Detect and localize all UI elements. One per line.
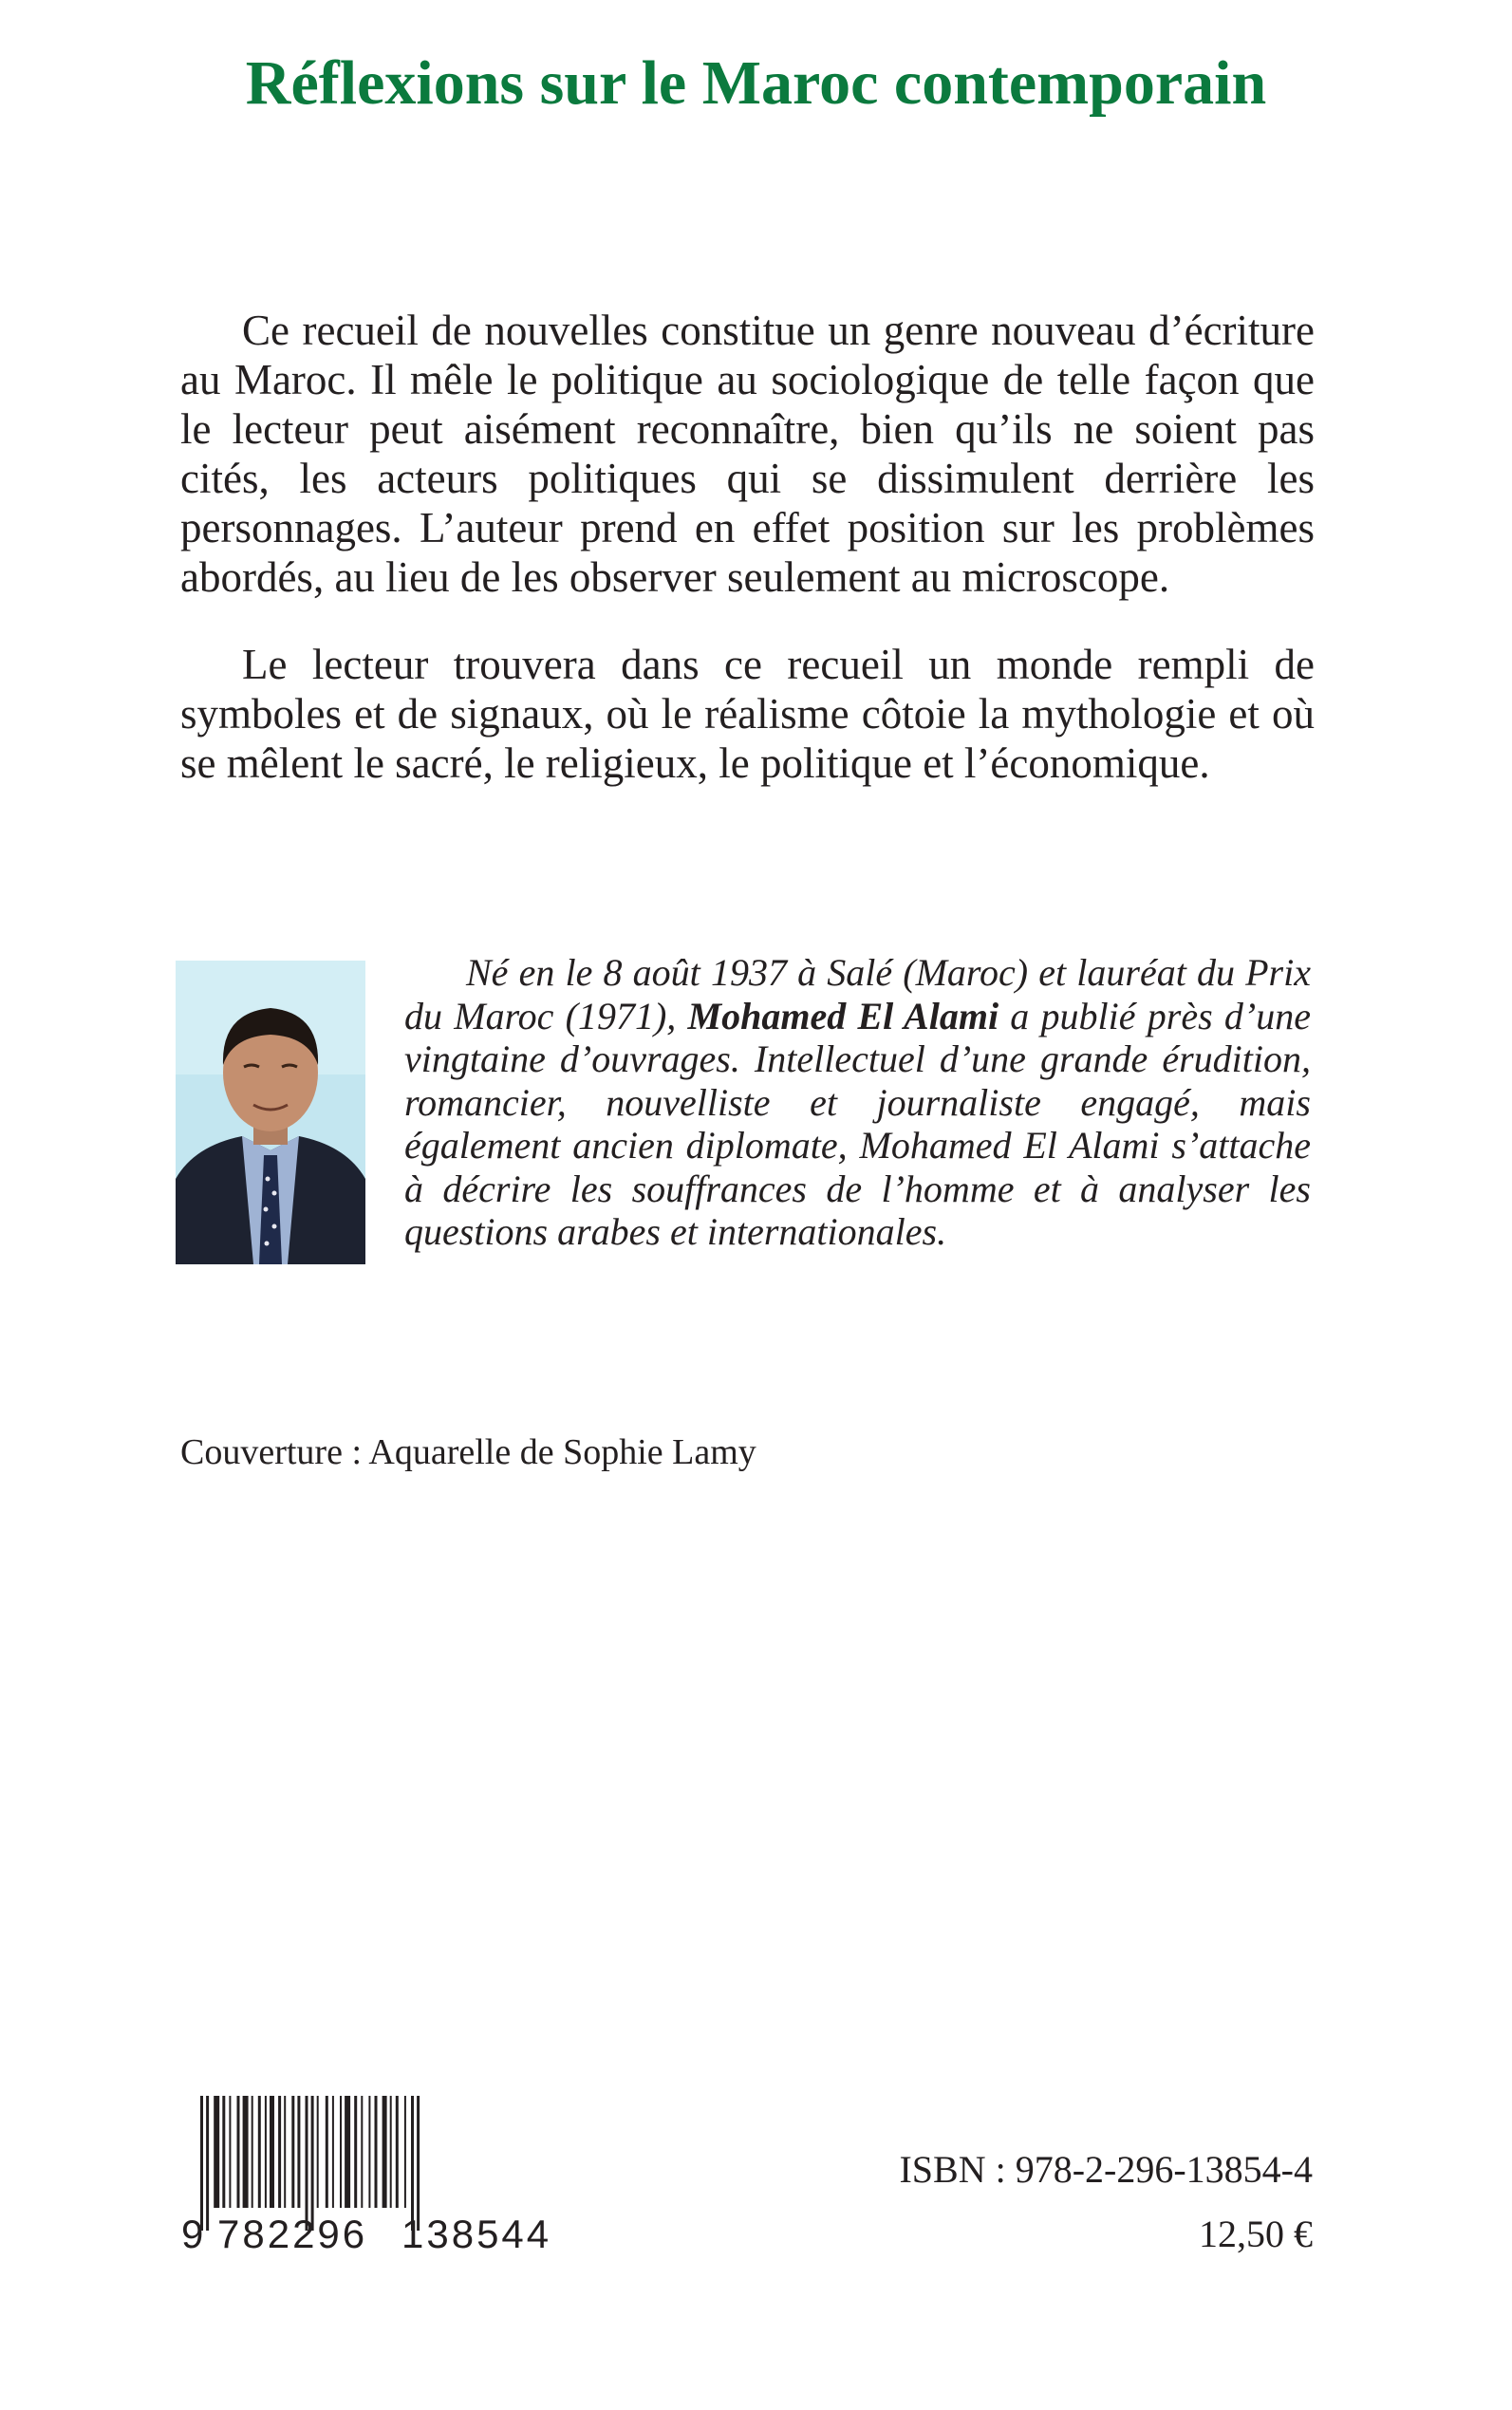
barcode-bar xyxy=(306,2096,308,2231)
isbn-barcode xyxy=(174,2096,601,2255)
barcode-bar xyxy=(332,2096,334,2208)
barcode-bar xyxy=(340,2096,342,2208)
barcode-bar xyxy=(284,2096,286,2208)
barcode-bar xyxy=(243,2096,249,2208)
isbn-number: ISBN : 978-2-296-13854-4 xyxy=(899,2148,1313,2191)
barcode-bar xyxy=(417,2096,420,2231)
barcode-bar xyxy=(222,2096,225,2208)
barcode-bar xyxy=(237,2096,240,2208)
barcode-bar xyxy=(270,2096,274,2208)
barcode-bar xyxy=(375,2096,378,2208)
author-biography xyxy=(404,951,1311,1254)
barcode-bar xyxy=(252,2096,253,2208)
barcode-bar xyxy=(258,2096,261,2208)
bio-text-end: a publié près d’une vingtaine d’ouvrages. Intellectuel d’une grande érudition, romancier, nouvelliste et journaliste engagé, mais également ancien diplomate, Mohamed El Alami s’attache à décrire les souffrances de l’homme et à analyser les questions arabes et internationales. xyxy=(404,994,1311,1253)
barcode-bar xyxy=(206,2096,209,2231)
barcode-bar xyxy=(200,2096,203,2231)
author-name: Mohamed El Alami xyxy=(687,994,999,1037)
barcode-bar xyxy=(214,2096,219,2208)
barcode-bar xyxy=(404,2096,406,2208)
barcode-bar xyxy=(383,2096,387,2208)
blurb-paragraph-1: Ce recueil de nouvelles constitue un genre nouveau d’écriture au Maroc. Il mêle le politique au sociologique de telle façon que le lecteur peut aisément reconnaître, bien qu’ils ne soient pas cités, les acteurs politiques qui se dissimulent derrière les personnages. L’auteur prend en effet position sur les problèmes abordés, au lieu de les observer seulement au microscope. xyxy=(180,307,1315,601)
cover-credit: Couverture : Aquarelle de Sophie Lamy xyxy=(180,1432,756,1472)
barcode-bar xyxy=(361,2096,363,2208)
barcode-bar xyxy=(229,2096,231,2208)
barcode-bar xyxy=(291,2096,294,2208)
barcode-bar xyxy=(297,2096,300,2208)
barcode-first-digit: 9 xyxy=(181,2212,204,2255)
barcode-left-digits: 782296 xyxy=(217,2212,368,2255)
book-price: 12,50 € xyxy=(1199,2213,1313,2255)
barcode-bar xyxy=(326,2096,328,2208)
barcode-bar xyxy=(345,2096,350,2208)
book-blurb xyxy=(180,306,1315,826)
author-photo xyxy=(176,961,365,1264)
book-title: Réflexions sur le Maroc contemporain xyxy=(245,48,1267,118)
barcode-right-digits: 138544 xyxy=(401,2212,552,2255)
barcode-bar xyxy=(278,2096,281,2208)
barcode-bar xyxy=(396,2096,399,2208)
barcode-bar xyxy=(411,2096,414,2231)
barcode-bar xyxy=(317,2096,319,2208)
barcode-bar xyxy=(368,2096,370,2208)
author-portrait-illustration xyxy=(176,961,365,1264)
barcode-bar xyxy=(265,2096,267,2208)
bio-text-start: Né en le 8 août 1937 à Salé (Maroc) et lauréat du Prix du Maroc (1971), xyxy=(404,951,1311,1037)
barcode-graphic xyxy=(174,2096,601,2255)
blurb-paragraph-2: Le lecteur trouvera dans ce recueil un monde rempli de symboles et de signaux, où le réalisme côtoie la mythologie et où se mêlent le sacré, le religieux, le politique et l’économique. xyxy=(180,641,1315,787)
barcode-bar xyxy=(354,2096,357,2208)
barcode-bar xyxy=(311,2096,314,2231)
barcode-bar xyxy=(390,2096,392,2208)
